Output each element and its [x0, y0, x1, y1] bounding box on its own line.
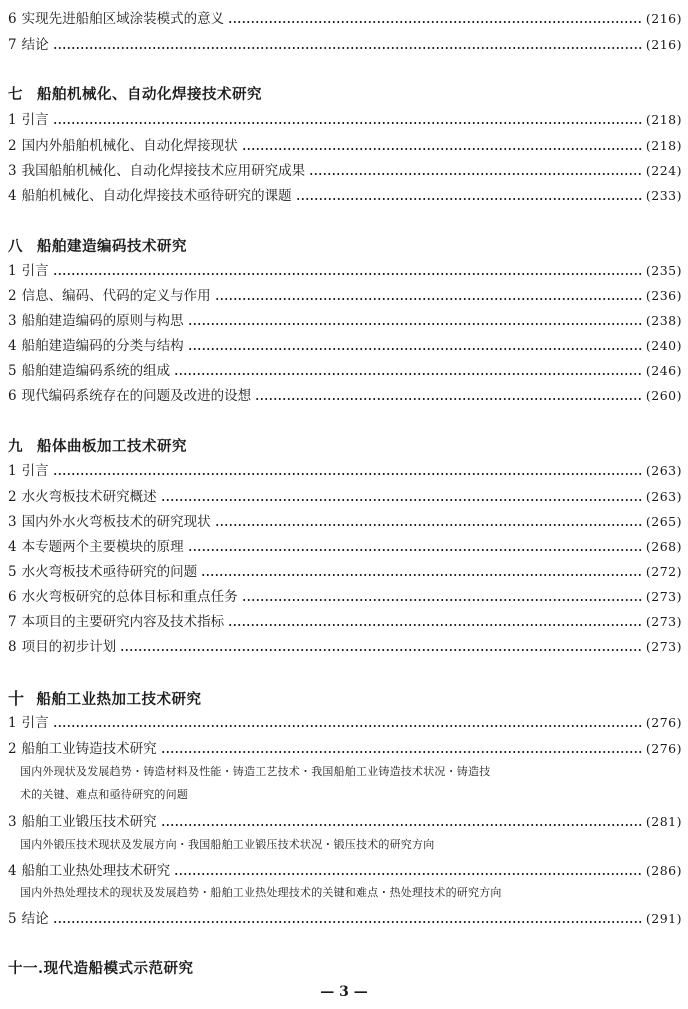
entry-subtopics: 术的关键、难点和亟待研究的问题 [20, 788, 188, 801]
entry-page: (224) [645, 163, 682, 178]
entry-title: 我国船舶机械化、自动化焊接技术应用研究成果 [21, 163, 306, 179]
entry-page: (263) [645, 463, 682, 478]
entry-title: 船舶工业锻压技术研究 [21, 814, 157, 830]
dot-leader [53, 273, 642, 275]
entry-number: 2 [8, 138, 17, 154]
toc-entry [8, 511, 682, 533]
dot-leader [242, 599, 642, 601]
entry-page: (281) [645, 814, 682, 829]
entry-title: 船舶建造编码的分类与结构 [21, 338, 184, 354]
entry-title: 水火弯板技术亟待研究的问题 [21, 564, 198, 580]
dot-leader [296, 198, 642, 200]
toc-entry [8, 8, 682, 30]
dot-leader [242, 148, 642, 150]
toc-entry [8, 860, 682, 882]
section-heading [8, 688, 202, 711]
toc-entry [8, 310, 682, 332]
entry-title: 本专题两个主要模块的原理 [21, 539, 184, 555]
dot-leader [174, 873, 642, 875]
dot-leader [161, 824, 642, 826]
section-title: 现代造船模式示范研究 [43, 960, 194, 977]
dot-leader [53, 725, 642, 727]
entry-title: 现代编码系统存在的问题及改进的设想 [21, 388, 252, 404]
dot-leader [53, 473, 642, 475]
toc-entry [8, 360, 682, 382]
toc-entry [8, 160, 682, 182]
toc-entry [8, 109, 682, 131]
entry-title: 船舶建造编码的原则与构思 [21, 313, 184, 329]
toc-entry [8, 385, 682, 407]
entry-number: 6 [8, 589, 17, 605]
entry-title: 船舶工业热处理技术研究 [21, 863, 171, 879]
dot-leader [201, 574, 642, 576]
entry-page: (286) [645, 863, 682, 878]
entry-page: (216) [645, 11, 682, 26]
section-title: 船舶建造编码技术研究 [37, 238, 187, 255]
entry-page: (272) [645, 564, 682, 579]
entry-number: 2 [8, 741, 17, 757]
section-number: 十一. [8, 960, 44, 977]
entry-title: 引言 [21, 715, 49, 731]
dot-leader [174, 373, 642, 375]
dot-leader [188, 348, 642, 350]
entry-number: 5 [8, 911, 17, 927]
dot-leader [215, 524, 642, 526]
entry-number: 2 [8, 489, 17, 505]
toc-entry [8, 285, 682, 307]
entry-number: 7 [8, 37, 17, 53]
entry-title: 引言 [21, 112, 49, 128]
entry-page: (263) [645, 489, 682, 504]
entry-title: 结论 [21, 911, 49, 927]
entry-page: (240) [645, 338, 682, 353]
toc-entry [8, 811, 682, 833]
entry-page: (265) [645, 514, 682, 529]
entry-page: (218) [645, 138, 682, 153]
toc-entry [8, 34, 682, 56]
entry-title: 船舶建造编码系统的组成 [21, 363, 171, 379]
toc-entry [8, 260, 682, 282]
entry-subtopics: 国内外现状及发展趋势・铸造材料及性能・铸造工艺技术・我国船舶工业铸造技术状况・铸造技 [20, 765, 491, 778]
toc-entry [8, 712, 682, 734]
entry-title: 船舶机械化、自动化焊接技术亟待研究的课题 [21, 188, 292, 204]
toc-entry [8, 536, 682, 558]
toc-entry [8, 185, 682, 207]
toc-entry [8, 738, 682, 760]
entry-number: 3 [8, 814, 17, 830]
entry-page: (291) [645, 911, 682, 926]
section-heading [8, 84, 262, 106]
entry-title: 船舶工业铸造技术研究 [21, 741, 157, 757]
entry-title: 引言 [21, 463, 49, 479]
entry-title: 国内外水火弯板技术的研究现状 [21, 514, 211, 530]
entry-page: (216) [645, 37, 682, 52]
dot-leader [161, 751, 642, 753]
toc-entry [8, 486, 682, 508]
entry-page: (273) [645, 614, 682, 629]
section-number: 十 [8, 689, 25, 708]
page-number: — 3 — [320, 984, 368, 1000]
section-number: 八 [8, 238, 23, 255]
section-heading [8, 436, 187, 458]
entry-number: 3 [8, 313, 17, 329]
entry-page: (260) [645, 388, 682, 403]
dot-leader [228, 624, 642, 626]
entry-number: 1 [8, 112, 17, 128]
dot-leader [309, 173, 642, 175]
entry-number: 5 [8, 363, 17, 379]
dot-leader [228, 21, 642, 23]
dot-leader [53, 921, 642, 923]
entry-number: 1 [8, 263, 17, 279]
entry-page: (276) [645, 715, 682, 730]
entry-title: 水火弯板研究的总体目标和重点任务 [21, 589, 238, 605]
section-number: 九 [8, 438, 23, 455]
entry-page: (273) [645, 589, 682, 604]
toc-entry [8, 335, 682, 357]
toc-entry [8, 636, 682, 658]
dot-leader [188, 549, 642, 551]
entry-title: 水火弯板技术研究概述 [21, 489, 157, 505]
entry-page: (233) [645, 188, 682, 203]
entry-number: 5 [8, 564, 17, 580]
section-heading [8, 236, 187, 258]
entry-title: 结论 [21, 37, 49, 53]
entry-title: 实现先进船舶区域涂装模式的意义 [21, 11, 225, 27]
entry-subtopics: 国内外锻压技术现状及发展方向・我国船舶工业锻压技术状况・锻压技术的研究方向 [20, 838, 435, 851]
entry-page: (236) [645, 288, 682, 303]
entry-number: 1 [8, 463, 17, 479]
entry-page: (276) [645, 741, 682, 756]
entry-title: 引言 [21, 263, 49, 279]
toc-entry [8, 561, 682, 583]
entry-page: (273) [645, 639, 682, 654]
entry-number: 7 [8, 614, 17, 630]
section-title: 船体曲板加工技术研究 [37, 438, 187, 455]
section-heading [8, 958, 194, 980]
dot-leader [53, 122, 642, 124]
entry-number: 2 [8, 288, 17, 304]
entry-number: 6 [8, 11, 17, 27]
entry-page: (268) [645, 539, 682, 554]
dot-leader [215, 298, 642, 300]
entry-page: (235) [645, 263, 682, 278]
entry-title: 国内外船舶机械化、自动化焊接现状 [21, 138, 238, 154]
section-title: 船舶机械化、自动化焊接技术研究 [37, 86, 262, 103]
entry-number: 4 [8, 338, 17, 354]
entry-title: 信息、编码、代码的定义与作用 [21, 288, 211, 304]
section-number: 七 [8, 86, 23, 103]
section-title: 船舶工业热加工技术研究 [36, 691, 202, 708]
dot-leader [161, 499, 642, 501]
entry-number: 1 [8, 715, 17, 731]
dot-leader [188, 323, 642, 325]
entry-number: 4 [8, 863, 17, 879]
entry-page: (246) [645, 363, 682, 378]
dot-leader [53, 47, 642, 49]
entry-title: 本项目的主要研究内容及技术指标 [21, 614, 225, 630]
entry-number: 4 [8, 188, 17, 204]
dot-leader [120, 649, 642, 651]
toc-entry [8, 460, 682, 482]
toc-entry [8, 135, 682, 157]
dot-leader [255, 398, 642, 400]
toc-entry [8, 611, 682, 633]
entry-number: 3 [8, 163, 17, 179]
entry-number: 3 [8, 514, 17, 530]
entry-page: (218) [645, 112, 682, 127]
entry-number: 6 [8, 388, 17, 404]
entry-number: 8 [8, 639, 17, 655]
entry-page: (238) [645, 313, 682, 328]
toc-entry [8, 586, 682, 608]
entry-subtopics: 国内外热处理技术的现状及发展趋势・船舶工业热处理技术的关键和难点・热处理技术的研究方向 [20, 886, 502, 899]
entry-title: 项目的初步计划 [21, 639, 117, 655]
toc-entry [8, 908, 682, 930]
entry-number: 4 [8, 539, 17, 555]
